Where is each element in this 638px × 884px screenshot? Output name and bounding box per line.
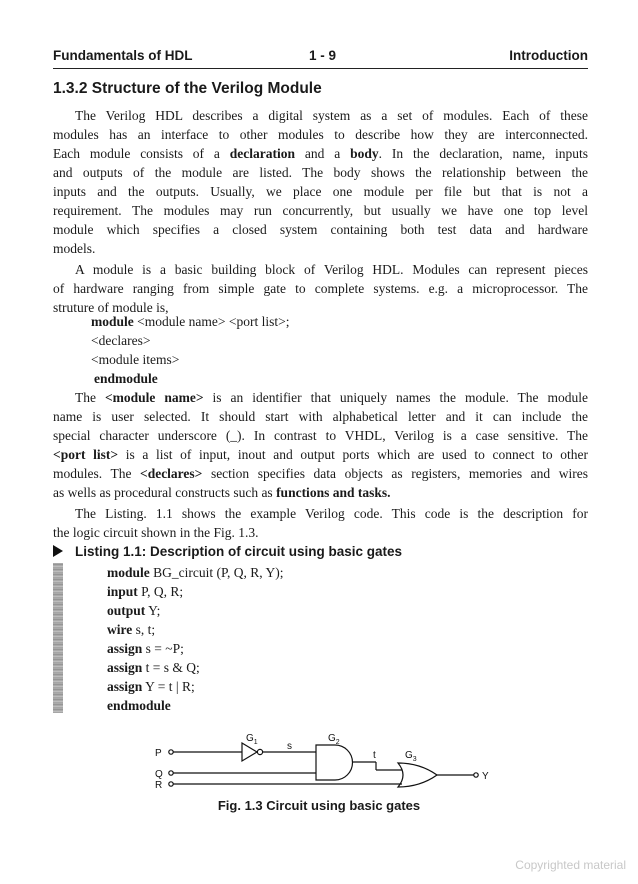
terminal-r <box>169 782 173 786</box>
not-bubble <box>257 749 262 754</box>
figure-caption: Fig. 1.3 Circuit using basic gates <box>217 798 421 813</box>
and-gate-g2 <box>316 745 353 780</box>
header-chapter: Introduction <box>509 48 588 63</box>
triangle-bullet-icon <box>53 545 63 557</box>
paragraph-listing-intro: The Listing. 1.1 shows the example Verilog code. This code is the description for the logic circuit shown in the Fig. 1.3. <box>53 506 588 540</box>
label-t: t <box>373 750 376 761</box>
label-q: Q <box>155 769 163 780</box>
code-line: output Y; <box>107 603 161 618</box>
section-title: 1.3.2 Structure of the Verilog Module <box>53 80 322 97</box>
label-y: Y <box>482 771 489 782</box>
module-syntax-block: module <module name> <port list>; <declares> <module items> endmodule <box>91 314 290 386</box>
label-g3: $G_3$ <box>405 750 417 763</box>
copyright-watermark: Copyrighted material <box>515 858 626 872</box>
code-line: endmodule <box>107 698 171 713</box>
listing-title: Listing 1.1: Description of circuit using basic gates <box>53 544 402 559</box>
label-g2: $G_2$ <box>328 733 340 746</box>
header-book-title: Fundamentals of HDL <box>53 48 193 63</box>
label-r: R <box>155 780 163 791</box>
code-line: assign t = s & Q; <box>107 660 200 675</box>
code-line: assign Y = t | R; <box>107 679 195 694</box>
terminal-p <box>169 750 173 754</box>
circuit-diagram <box>0 720 638 800</box>
label-p: P <box>155 748 162 759</box>
paragraph-module-name: The <module name> is an identifier that uniquely names the module. The module name is user selected. It should start with alphabetical letter and it can include the special character underscore (_). In contrast to VHDL, Verilog is a case sensitive. The <port list> is a list of input, inout and output ports which are used to connect to other modules. The <declares> section specifies data objects as registers, memories and wires as wells as procedural constructs such as functions and tasks. <box>53 390 588 500</box>
paragraph-intro: The Verilog HDL describes a digital system as a set of modules. Each of these modules has an interface to other modules to describe how they are interconnected. Each module consists of a declaration and a body. In the declaration, name, inputs and outputs of the module are listed. The body shows the relationship between the inputs and the outputs. Usually, we place one module per file but that is not a requirement. The modules may run concurrently, but usually we have one top level module which specifies a closed system containing both test data and hardware models. <box>53 108 589 256</box>
label-s: s <box>287 741 292 752</box>
listing-code <box>107 563 284 715</box>
code-line: input P, Q, R; <box>107 584 184 599</box>
terminal-y <box>474 773 478 777</box>
listing-sidebar-bar <box>53 563 63 713</box>
paragraph-module-block: A module is a basic building block of Verilog HDL. Modules can represent pieces of hardware ranging from simple gate to complete systems. e.g. a microprocessor. The struture of module is, <box>53 262 588 315</box>
label-g1: $G_1$ <box>246 733 258 746</box>
or-gate-g3 <box>398 763 437 787</box>
terminal-q <box>169 771 173 775</box>
code-line: wire s, t; <box>107 622 156 637</box>
page-header <box>53 48 588 69</box>
code-line: assign s = ~P; <box>107 641 184 656</box>
header-page-number: 1 - 9 <box>309 48 337 63</box>
code-line: module BG_circuit (P, Q, R, Y); <box>107 565 284 580</box>
